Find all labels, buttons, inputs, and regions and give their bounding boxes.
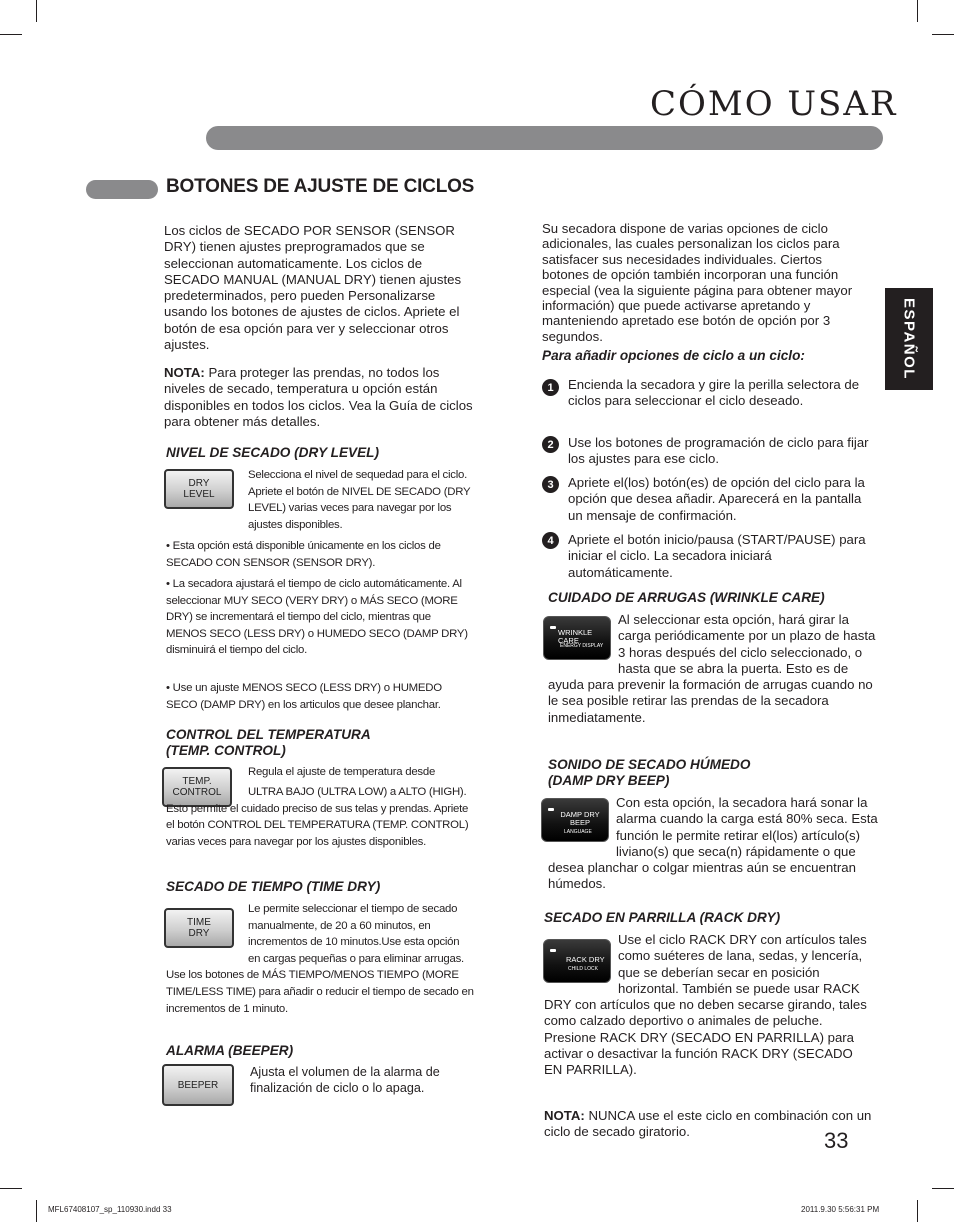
dry-level-bullet: • La secadora ajustará el tiempo de ciclo automáticamente. Al seleccionar MUY SECO (VERY DRY) o MÁS SECO (MORE DRY) se incrementará el tiempo del ciclo, mientras que MENOS SECO (LESS DRY) o HUMEDO SECO (DAMP DRY) disminuirá el tiempo del ciclo. [166, 578, 468, 657]
add-options-heading: Para añadir opciones de ciclo a un ciclo: [542, 348, 805, 363]
rack-dry-text-content: Use el ciclo RACK DRY con artículos tales como suéteres de lana, sedas, y lencería, que se deberían secar en posición horizontal. También se puede usar RACK DRY con artículos que no deben secarse girando, tales como calzado deportivo o animales de peluche. Presione RACK DRY (SECADO EN PARRILLA) para activar o desactivar la función RACK DRY (SECADO EN PARRILLA). [544, 932, 867, 1078]
temp-control-heading-line1: CONTROL DEL TEMPERATURA [166, 727, 371, 742]
step-text: Encienda la secadora y gire la perilla selectora de ciclos para seleccionar el ciclo deseado. [568, 377, 860, 409]
crop-mark [917, 1200, 918, 1222]
section-title: BOTONES DE AJUSTE DE CICLOS [166, 176, 475, 197]
step-number: 3 [542, 476, 559, 493]
temp-control-heading-line2: (TEMP. CONTROL) [166, 743, 286, 758]
left-intro: Los ciclos de SECADO POR SENSOR (SENSOR DRY) tienen ajustes preprogramados que se seleccionan automaticamente. Los ciclos de SECADO MANUAL (MANUAL DRY) tienen ajustes predeterminados, pero pueden Personalizarse usando los botones de ajustes de ciclos. Apriete el botón de esa opción para ver y seleccionar otros ajustes. [164, 223, 462, 353]
step-text: Apriete el(los) botón(es) de opción del ciclo para la opción que desea añadir. Aparecerá en la pantalla un mensaje de confirmación. [568, 475, 865, 523]
step-number: 2 [542, 436, 559, 453]
rack-dry-button-label: RACK DRY [566, 955, 605, 964]
rack-dry-text [544, 932, 874, 1079]
right-intro: Su secadora dispone de varias opciones de ciclo adicionales, las cuales personalizan los ciclos para satisfacer sus necesidades individuales. Ciertos botones de opción también incorporan una función especial (vea la siguiente página para obtener mayor información) que puede activarse apretando y manteniendo apretado ese botón de opción por 3 segundos. [542, 221, 853, 344]
damp-dry-beep-text [548, 795, 878, 893]
dry-level-heading: NIVEL DE SECADO (DRY LEVEL) [166, 445, 380, 460]
left-note [164, 365, 474, 430]
note-text: Para proteger las prendas, no todos los niveles de secado, temperatura u opción están disponibles en todos los ciclos. Vea la Guía de ciclos para obtener más detalles. [164, 365, 473, 429]
damp-dry-beep-heading [548, 757, 750, 789]
dry-level-bullet: • Use un ajuste MENOS SECO (LESS DRY) o HUMEDO SECO (DAMP DRY) en los articulos que desee planchar. [166, 682, 442, 711]
wrinkle-care-text [548, 612, 878, 726]
crop-mark [36, 0, 37, 22]
rack-dry-button-sublabel: CHILD LOCK [568, 966, 599, 972]
crop-mark [0, 1188, 22, 1189]
wrinkle-care-button-sublabel: ENERGY DISPLAY [560, 643, 604, 649]
temp-control-text-line1: Regula el ajuste de temperatura desde [248, 766, 436, 778]
title-bar [206, 126, 883, 150]
page-number: 33 [824, 1128, 849, 1153]
wrinkle-float-spacer [548, 612, 618, 676]
time-dry-float-spacer [166, 901, 248, 965]
dry-level-button-image [164, 469, 234, 509]
language-tab-label: ESPAÑOL [900, 298, 918, 380]
time-dry-heading: SECADO DE TIEMPO (TIME DRY) [166, 879, 381, 894]
language-tab [885, 288, 933, 390]
wrinkle-care-heading: CUIDADO DE ARRUGAS (WRINKLE CARE) [548, 590, 825, 605]
damp-dry-beep-text-content: Con esta opción, la secadora hará sonar la alarma cuando la carga está 80% seca. Esta función le permite retirar el(los) artículo(s) liviano(s) que seca(n) rápidamente o que desea planchar o colgar mientras aún se encuentran húmedos. [548, 795, 878, 892]
dry-level-text: Selecciona el nivel de sequedad para el ciclo. Apriete el botón de NIVEL DE SECADO (DRY LEVEL) varias veces para navegar por los ajustes disponibles. [248, 469, 471, 531]
damp-dry-beep-heading-line2: (DAMP DRY BEEP) [548, 773, 670, 788]
section-pill [86, 180, 158, 199]
footer-timestamp: 2011.9.30 5:56:31 PM [801, 1205, 880, 1214]
step-text: Use los botones de programación de ciclo para fijar los ajustes para ese ciclo. [568, 435, 869, 467]
wrinkle-care-button-label: WRINKLE CARE [558, 628, 593, 645]
rack-float-spacer [544, 932, 618, 996]
beeper-button-image [162, 1064, 234, 1106]
step-text: Apriete el botón inicio/pausa (START/PAUSE) para iniciar el ciclo. La secadora iniciará automáticamente. [568, 532, 866, 580]
crop-mark [932, 34, 954, 35]
temp-control-heading [166, 727, 371, 759]
dry-level-bullet: • Esta opción está disponible únicamente en los ciclos de SECADO CON SENSOR (SENSOR DRY). [166, 540, 441, 569]
beeper-heading: ALARMA (BEEPER) [166, 1043, 294, 1058]
damp-dry-beep-heading-line1: SONIDO DE SECADO HÚMEDO [548, 757, 751, 772]
beeper-button-label: BEEPER [177, 1079, 219, 1091]
damp-dry-beep-button-label: DAMP DRY BEEP [560, 810, 600, 827]
note-label: NOTA: [164, 365, 205, 380]
beeper-text: Ajusta el volumen de la alarma de finalización de ciclo o lo apaga. [250, 1065, 440, 1096]
time-dry-text [166, 901, 474, 1017]
step-number: 1 [542, 379, 559, 396]
temp-control-text: ULTRA BAJO (ULTRA LOW) a ALTO (HIGH). Esto permite el cuidado preciso de sus telas y prendas. Apriete el botón CONTROL DEL TEMPERATURA (TEMP. CONTROL) varias veces para navegar por los ajustes disponibles. [166, 786, 469, 848]
time-dry-text-content: Le permite seleccionar el tiempo de secado manualmente, de 20 a 60 minutos, en incrementos de 10 minutos.Use esta opción en cargas pequeñas o para eliminar arrugas. Use los botones de MÁS TIEMPO/MENOS TIEMPO (MORE TIME/LESS TIME) para añadir o reducir el tiempo de secado en incrementos de 1 minuto. [166, 903, 474, 1015]
rack-dry-note-label: NOTA: [544, 1108, 585, 1123]
rack-dry-heading: SECADO EN PARRILLA (RACK DRY) [544, 910, 781, 925]
wrinkle-care-text-content: Al seleccionar esta opción, hará girar la carga periódicamente por un plazo de hasta 3 horas después del ciclo seleccionado, o hasta que se abra la puerta. Esto es de ayuda para prevenir la formación de arrugas cuando no le sea posible retirar las prendas de la secadora inmediatamente. [548, 612, 876, 725]
crop-mark [36, 1200, 37, 1222]
rack-dry-note-text: NUNCA use el este ciclo en combinación con un ciclo de secado giratorio. [544, 1108, 872, 1140]
footer-file: MFL67408107_sp_110930.indd 33 [48, 1205, 172, 1214]
step-number: 4 [542, 532, 559, 549]
temp-control-button-label: TEMP. CONTROL [172, 776, 222, 798]
crop-mark [0, 34, 22, 35]
damp-dry-beep-button-sublabel: LANGUAGE [564, 829, 592, 835]
crop-mark [917, 0, 918, 22]
dry-level-button-label: DRY LEVEL [183, 478, 215, 500]
page-title: CÓMO USAR [650, 84, 898, 124]
damp-float-spacer [548, 795, 616, 859]
time-dry-button-label: TIME DRY [187, 917, 211, 939]
crop-mark [932, 1188, 954, 1189]
